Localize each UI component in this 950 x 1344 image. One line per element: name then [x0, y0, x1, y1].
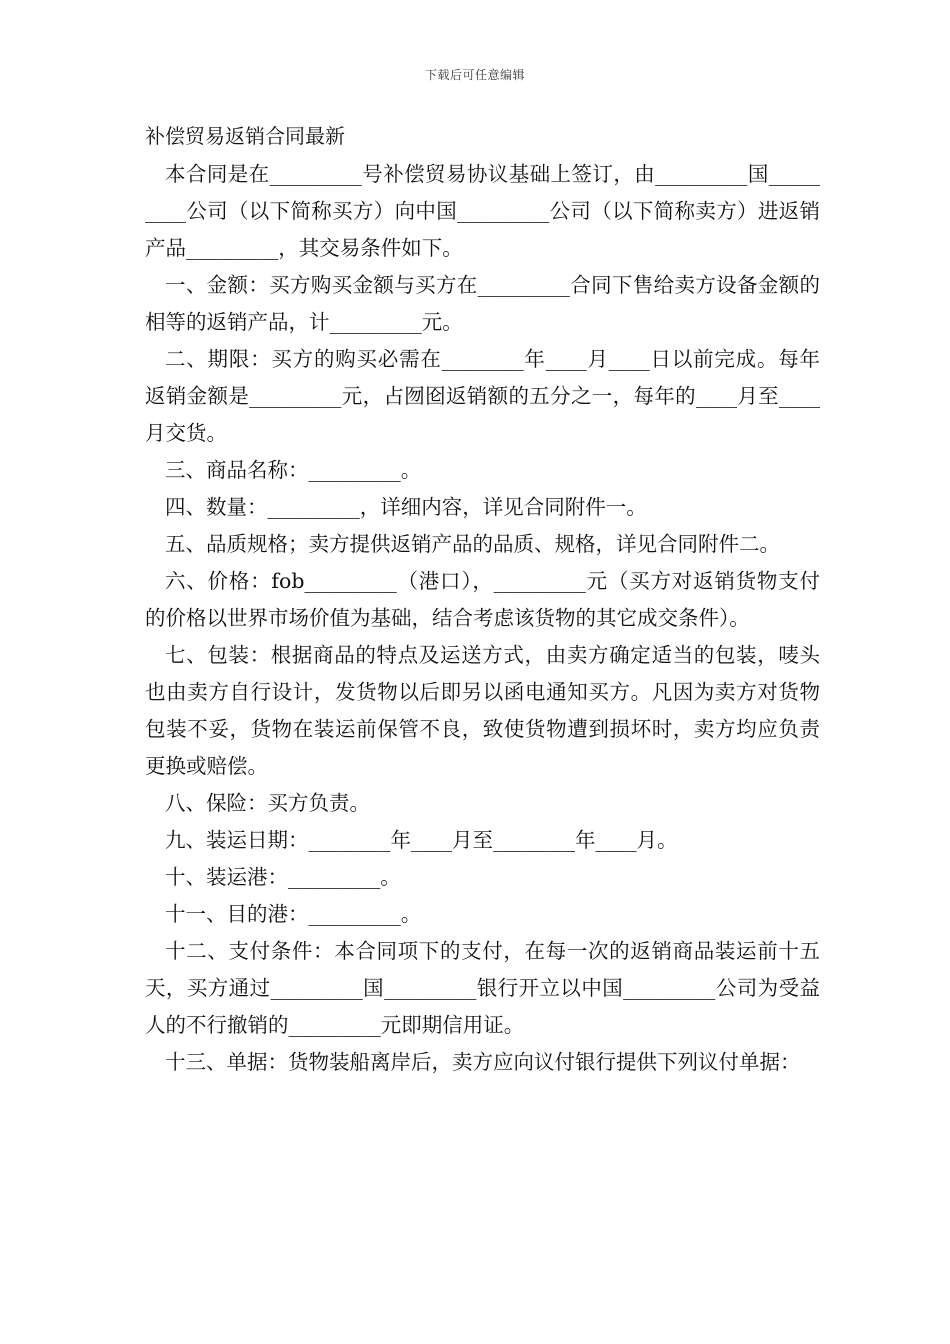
paragraph-quality-spec: 五、品质规格；卖方提供返销产品的品质、规格，详见合同附件二。 — [165, 532, 780, 556]
paragraph-documents: 十三、单据：货物装船离岸后，卖方应向议付银行提供下列议付单据： — [165, 1050, 801, 1074]
paragraph-amount: 一、金额：买方购买金额与买方在_________合同下售给卖方设备金额的相等的返销产品，计_________元。 — [145, 273, 820, 334]
paragraph-packing: 七、包装：根据商品的特点及运送方式，由卖方确定适当的包装，唛头也由卖方自行设计，发货物以后即另以函电通知买方。凡因为卖方对货物包装不妥，货物在装运前保管不良，致使货物遭到损坏时，卖方均应负责更换或赔偿。 — [145, 643, 820, 778]
paragraph-product-name: 三、商品名称：_________。 — [165, 458, 422, 482]
page-header-note: 下载后可任意编辑 — [424, 68, 525, 82]
paragraph-shipment-date: 九、装运日期：________年____月至________年____月。 — [165, 828, 678, 852]
paragraph-intro: 本合同是在_________号补偿贸易协议基础上签订，由_________国_________公司（以下简称买方）向中国_________公司（以下简称卖方）进返销产品_________，其交易条件如下。 — [145, 162, 820, 260]
paragraph-quantity: 四、数量：_________，详细内容，详见合同附件一。 — [165, 495, 647, 519]
document-body — [145, 122, 820, 1081]
paragraph-loading-port: 十、装运港：_________。 — [165, 865, 401, 889]
document-title: 补偿贸易返销合同最新 — [145, 124, 345, 148]
paragraph-insurance: 八、保险：买方负责。 — [165, 791, 370, 815]
paragraph-term: 二、期限：买方的购买必需在________年____月____日以前完成。每年返销金额是_________元，占囫囵返销额的五分之一，每年的____月至____月交货。 — [145, 347, 820, 445]
paragraph-payment: 十二、支付条件：本合同项下的支付，在每一次的返销商品装运前十五天，买方通过_________国_________银行开立以中国_________公司为受益人的不行撤销的_________元即期信用证。 — [145, 939, 820, 1037]
paragraph-price: 六、价格：fob_________（港口），_________元（买方对返销货物支付的价格以世界市场价值为基础，结合考虑该货物的其它成交条件）。 — [145, 569, 820, 630]
paragraph-destination-port: 十一、目的港：_________。 — [165, 902, 422, 926]
